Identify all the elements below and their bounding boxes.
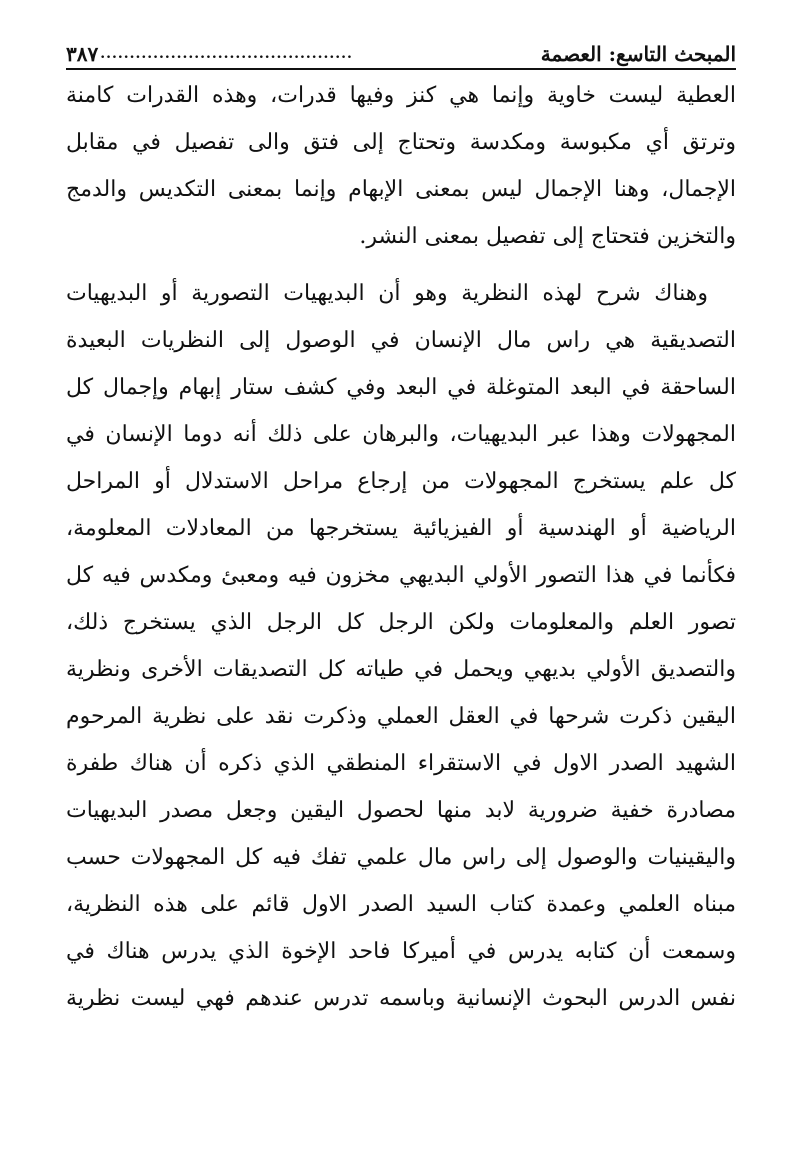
text-line: والتصديق الأولي بديهي ويحمل في طياته كل التصديقات الأخرى ونظرية	[66, 657, 736, 682]
text-line: التصديقية هي راس مال الإنسان في الوصول إلى النظريات البعيدة	[66, 328, 736, 353]
text-line: فكأنما في هذا التصور الأولي البديهي مخزون فيه ومعبئ ومكدس فيه كل	[66, 563, 736, 588]
page-number: ٣٨٧	[66, 42, 99, 66]
text-line: العطية ليست خاوية وإنما هي كنز وفيها قدرات، وهذه القدرات كامنة	[66, 83, 736, 108]
text-line: اليقين ذكرت شرحها في العقل العملي وذكرت نقد على نظرية المرحوم	[66, 704, 736, 729]
text-line: مبناه العلمي وعمدة كتاب السيد الصدر الاول قائم على هذه النظرية،	[66, 892, 736, 917]
leader-dots: ...........................................	[100, 46, 353, 62]
paragraph-1	[66, 72, 736, 260]
running-header	[66, 34, 736, 66]
text-line: الساحقة في البعد المتوغلة في البعد وفي كشف ستار إبهام وإجمال كل	[66, 375, 736, 400]
text-line: مصادرة خفية ضرورية لابد منها لحصول اليقين وجعل مصدر البديهيات	[66, 798, 736, 823]
chapter-title: المبحث التاسع: العصمة	[540, 42, 736, 66]
text-line: كل علم يستخرج المجهولات من إرجاع مراحل الاستدلال أو المراحل	[66, 469, 736, 494]
book-page	[66, 34, 736, 1022]
header-rule	[66, 68, 736, 70]
text-line: واليقينيات والوصول إلى راس مال علمي تفك فيه كل المجهولات حسب	[66, 845, 736, 870]
text-line: والتخزين فتحتاج إلى تفصيل بمعنى النشر.	[359, 224, 736, 249]
text-line: وترتق أي مكبوسة ومكدسة وتحتاج إلى فتق والى تفصيل في مقابل	[66, 130, 736, 155]
text-line: تصور العلم والمعلومات ولكن الرجل كل الرجل الذي يستخرج ذلك،	[66, 610, 736, 635]
text-line: المجهولات وهذا عبر البديهيات، والبرهان على ذلك أنه دوما الإنسان في	[66, 422, 736, 447]
text-line: الرياضية أو الهندسية أو الفيزيائية يستخرجها من المعادلات المعلومة،	[66, 516, 736, 541]
text-line: وسمعت أن كتابه يدرس في أميركا فاحد الإخوة الذي يدرس هناك في	[66, 939, 736, 964]
text-line: وهناك شرح لهذه النظرية وهو أن البديهيات التصورية أو البديهيات	[66, 281, 708, 306]
text-line: نفس الدرس البحوث الإنسانية وباسمه تدرس عندهم فهي ليست نظرية	[66, 986, 736, 1011]
paragraph-2	[66, 270, 736, 1022]
paragraph-gap	[66, 260, 736, 270]
text-line: الإجمال، وهنا الإجمال ليس بمعنى الإبهام وإنما بمعنى التكديس والدمج	[66, 177, 736, 202]
text-line: الشهيد الصدر الاول في الاستقراء المنطقي الذي ذكره أن هناك طفرة	[66, 751, 736, 776]
